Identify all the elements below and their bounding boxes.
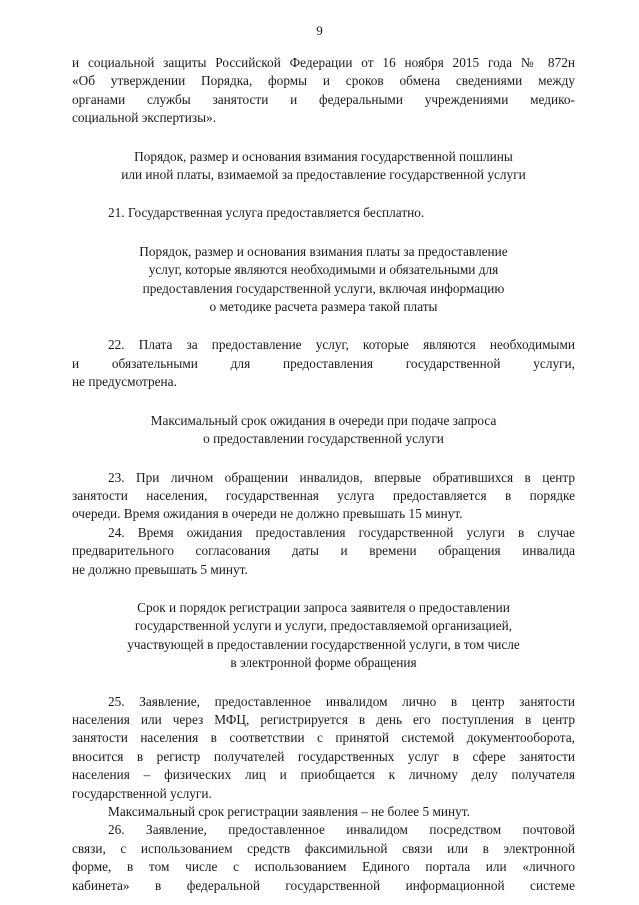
heading-line: или иной платы, взимаемой за предоставление государственной услуги <box>121 167 526 183</box>
text-line: населения – физических лиц и приобщается к личному делу получателя <box>72 767 575 783</box>
text-line: не должно превышать 5 минут. <box>72 561 248 577</box>
text-line: государственной услуги. <box>72 785 212 801</box>
text-line: не предусмотрена. <box>72 374 177 390</box>
paragraph-25 <box>72 693 575 803</box>
text-line: очереди. Время ожидания в очереди не должно превышать 15 минут. <box>72 506 463 522</box>
paragraph-24 <box>72 524 575 579</box>
heading-line: предоставления государственной услуги, включая информацию <box>142 280 505 296</box>
heading-line: Порядок, размер и основания взимания платы за предоставление <box>139 243 508 259</box>
paragraph-26 <box>72 821 575 895</box>
heading-line: участвующей в предоставлении государственной услуги, в том числе <box>127 636 520 652</box>
heading-line: о предоставлении государственной услуги <box>203 431 444 447</box>
text-line: занятости населения, государственная услуга предоставляется в порядке <box>72 487 575 503</box>
text-line: и обязательными для предоставления государственной услуги, <box>72 355 575 371</box>
heading-line: государственной услуги и услуги, предоставляемой организацией, <box>134 618 513 634</box>
heading-line: Максимальный срок ожидания в очереди при подаче запроса <box>150 412 497 428</box>
paragraph-22 <box>72 336 575 391</box>
page-number: 9 <box>316 23 323 38</box>
text-line: предварительного согласования даты и времени обращения инвалида <box>72 543 575 559</box>
text-line: и социальной защиты Российской Федерации от 16 ноября 2015 года № 872н <box>72 55 575 70</box>
text-line: 22. Плата за предоставление услуг, которые являются необходимыми <box>108 337 575 353</box>
section-heading-fee <box>72 148 575 185</box>
intro-paragraph <box>72 54 575 128</box>
text-line: «Об утверждении Порядка, формы и сроков обмена сведениями между <box>72 73 575 89</box>
text-line: связи, с использованием средств факсимильной связи или в электронной <box>72 840 575 856</box>
heading-line: о методике расчета размера такой платы <box>209 299 438 315</box>
section-heading-queue <box>72 412 575 449</box>
text-line: кабинета» в федеральной государственной информационной системе <box>72 877 575 893</box>
paragraph-21: 21. Государственная услуга предоставляется бесплатно. <box>108 205 425 221</box>
text-line: 25. Заявление, предоставленное инвалидом лично в центр занятости <box>108 693 575 709</box>
text-line: населения или через МФЦ, регистрируется в день его поступления в центр <box>72 711 575 727</box>
text-line: форме, в том числе с использованием Единого портала или «личного <box>72 859 575 875</box>
text-line: социальной экспертизы». <box>72 110 217 126</box>
document-body <box>72 54 575 895</box>
paragraph-25-max-time: Максимальный срок регистрации заявления – не более 5 минут. <box>108 804 470 819</box>
heading-line: Срок и порядок регистрации запроса заявителя о предоставлении <box>137 599 510 615</box>
text-line: 26. Заявление, предоставленное инвалидом посредством почтовой <box>108 822 575 838</box>
text-line: 24. Время ожидания предоставления государственной услуги в случае <box>108 524 575 540</box>
text-line: органами службы занятости и федеральными учреждениями медико- <box>72 91 575 107</box>
heading-line: в электронной форме обращения <box>230 655 417 671</box>
heading-line: услуг, которые являются необходимыми и обязательными для <box>148 262 499 278</box>
text-line: 23. При личном обращении инвалидов, впервые обратившихся в центр <box>108 469 575 485</box>
paragraph-23 <box>72 469 575 524</box>
section-heading-registration <box>72 599 575 673</box>
section-heading-paid-services <box>72 243 575 317</box>
text-line: занятости населения в соответствии с принятой системой документооборота, <box>72 730 575 746</box>
heading-line: Порядок, размер и основания взимания государственной пошлины <box>134 148 513 164</box>
text-line: вносится в регистр получателей государственных услуг в сфере занятости <box>72 748 575 764</box>
